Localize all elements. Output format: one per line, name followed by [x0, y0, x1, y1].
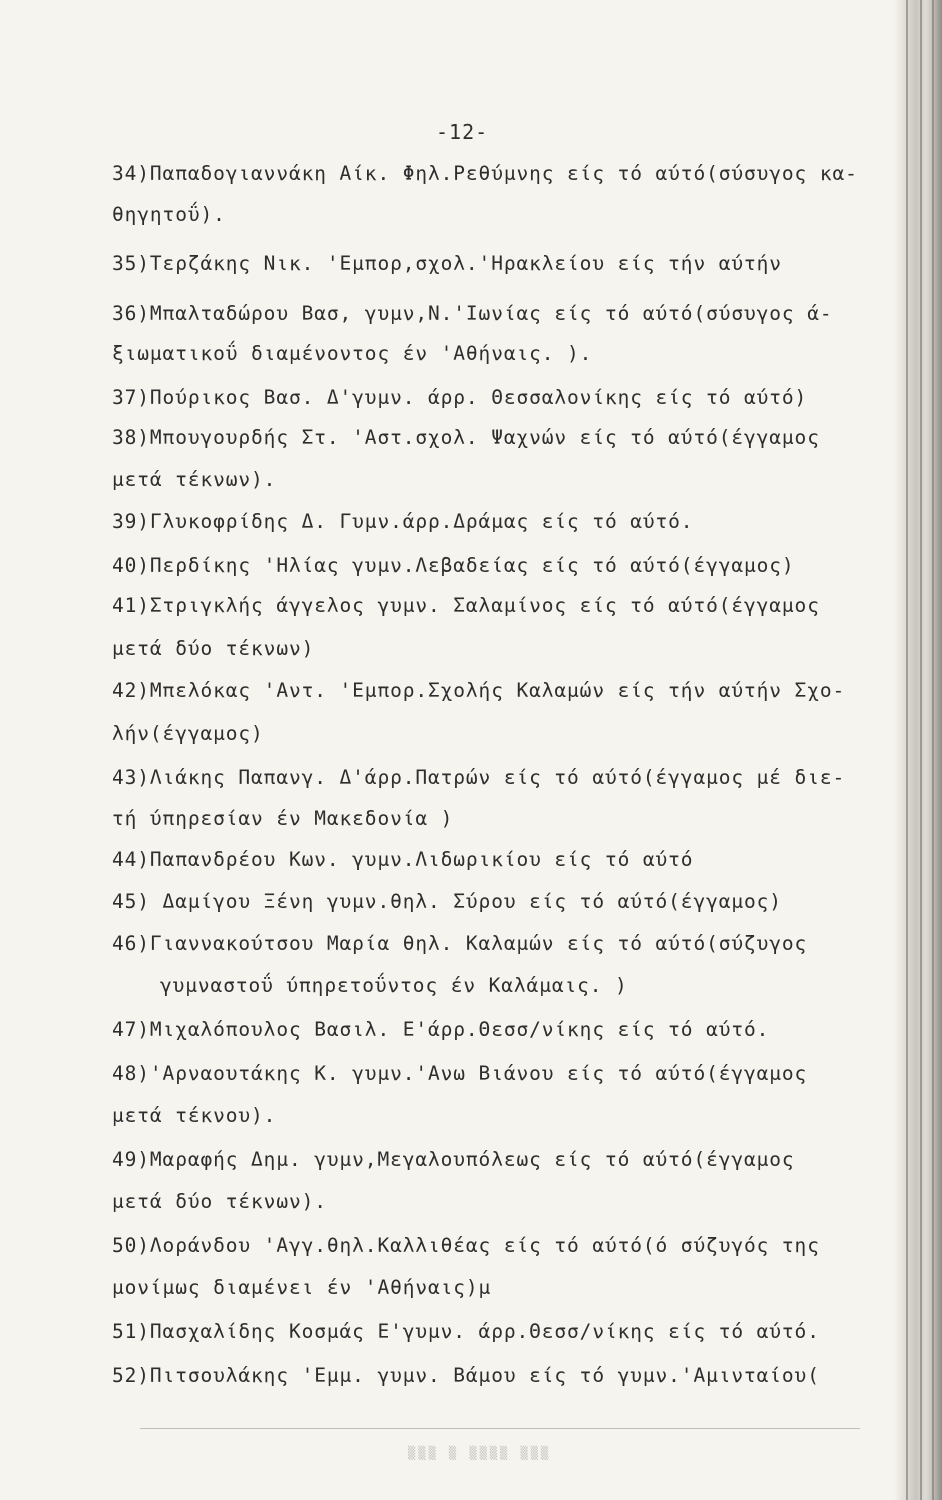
- text-line: 38)Μπουγουρδής Στ. 'Αστ.σχολ. Ψαχνών είς τό αύτό(έγγαμος: [112, 426, 820, 449]
- binding-edge: [894, 0, 942, 1500]
- page-number: -12-: [436, 120, 489, 144]
- page-bottom-smudge: [140, 1428, 860, 1435]
- text-line: 34)Παπαδογιαννάκη Αίκ. Φηλ.Ρεθύμνης είς τό αύτό(σύσυγος κα-: [112, 162, 858, 185]
- text-line: 40)Περδίκης 'Ηλίας γυμν.Λεβαδείας είς τό αύτό(έγγαμος): [112, 554, 795, 577]
- faded-stamp-mark: ▒▒▒ ▒ ▒▒▒▒ ▒▒▒: [408, 1446, 552, 1460]
- text-line: 35)Τερζάκης Νικ. 'Εμπορ,σχολ.'Ηρακλείου είς τήν αύτήν: [112, 252, 782, 275]
- text-line: 46)Γιαννακούτσου Μαρία θηλ. Καλαμών είς τό αύτό(σύζυγος: [112, 932, 808, 955]
- text-line: τή ύπηρεσίαν έν Μακεδονία ): [112, 807, 454, 830]
- text-line: 51)Πασχαλίδης Κοσμάς Ε'γυμν. άρρ.Θεσσ/νίκης είς τό αύτό.: [112, 1320, 820, 1343]
- binding-line: [906, 0, 908, 1500]
- text-line: μονίμως διαμένει έν 'Αθήναις)μ: [112, 1276, 492, 1299]
- text-line: μετά τέκνων).: [112, 468, 277, 491]
- text-line: 36)Μπαλταδώρου Βασ, γυμν,Ν.'Ιωνίας είς τό αύτό(σύσυγος ά-: [112, 302, 833, 325]
- text-line: 42)Μπελόκας 'Αντ. 'Εμπορ.Σχολής Καλαμών είς τήν αύτήν Σχο-: [112, 679, 846, 702]
- text-line: μετά τέκνου).: [112, 1104, 277, 1127]
- text-line: μετά δύο τέκνων): [112, 637, 315, 660]
- text-line: 50)Λοράνδου 'Αγγ.θηλ.Καλλιθέας είς τό αύτό(ό σύζυγός της: [112, 1234, 820, 1257]
- text-line: λήν(έγγαμος): [112, 722, 264, 745]
- text-line: ξιωματικοΰ διαμένοντος έν 'Αθήναις. ).: [112, 342, 593, 365]
- binding-line: [932, 0, 934, 1500]
- text-line: 37)Πούρικος Βασ. Δ'γυμν. άρρ. Θεσσαλονίκης είς τό αύτό): [112, 386, 808, 409]
- binding-line: [920, 0, 922, 1500]
- text-line: 47)Μιχαλόπουλος Βασιλ. Ε'άρρ.Θεσσ/νίκης είς τό αύτό.: [112, 1018, 770, 1041]
- text-line: 44)Παπανδρέου Κων. γυμν.Λιδωρικίου είς τό αύτό: [112, 848, 694, 871]
- text-line: γυμναστοΰ ύπηρετοΰντος έν Καλάμαις. ): [160, 974, 628, 997]
- text-line: 45) Δαμίγου Ξένη γυμν.θηλ. Σύρου είς τό αύτό(έγγαμος): [112, 890, 782, 913]
- text-line: 48)'Αρναουτάκης Κ. γυμν.'Ανω Βιάνου είς τό αύτό(έγγαμος: [112, 1062, 808, 1085]
- text-line: 43)Λιάκης Παπανγ. Δ'άρρ.Πατρών είς τό αύτό(έγγαμος μέ διε-: [112, 766, 846, 789]
- text-line: μετά δύο τέκνων).: [112, 1190, 327, 1213]
- text-line: 41)Στριγκλής άγγελος γυμν. Σαλαμίνος είς τό αύτό(έγγαμος: [112, 594, 820, 617]
- text-line: 49)Μαραφής Δημ. γυμν,Μεγαλουπόλεως είς τό αύτό(έγγαμος: [112, 1148, 795, 1171]
- text-line: θηγητοΰ).: [112, 203, 226, 226]
- text-line: 39)Γλυκοφρίδης Δ. Γυμν.άρρ.Δράμας είς τό αύτό.: [112, 510, 694, 533]
- text-line: 52)Πιτσουλάκης 'Εμμ. γυμν. Βάμου είς τό γυμν.'Αμινταίου(: [112, 1364, 820, 1387]
